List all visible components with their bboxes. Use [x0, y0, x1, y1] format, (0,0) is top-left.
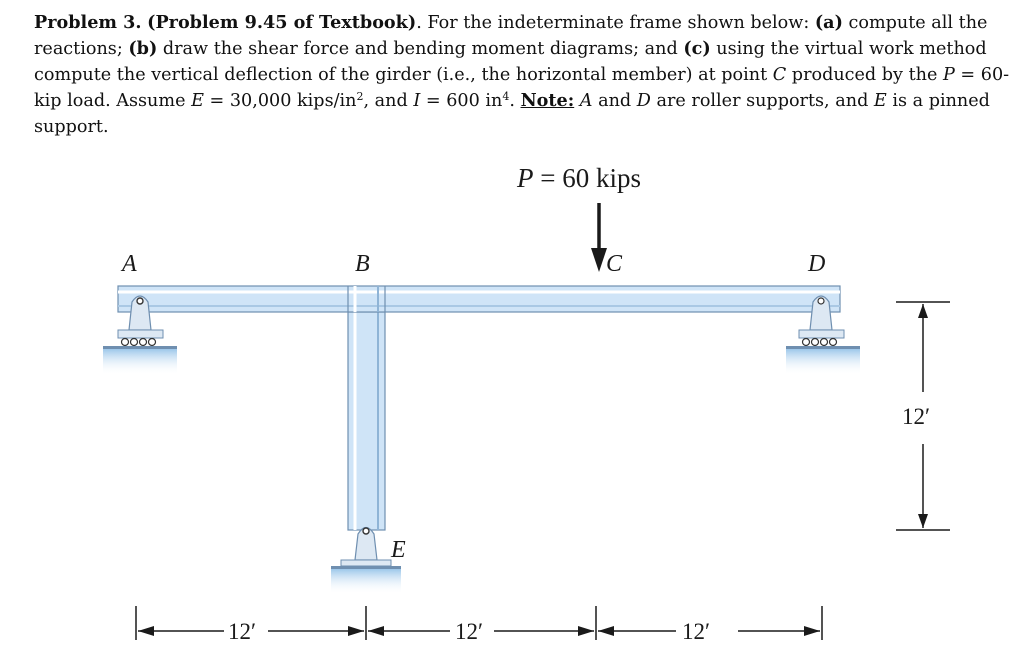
part-a-text: compute all the reactions;: [34, 13, 988, 60]
inertia-exponent: 4: [502, 90, 510, 104]
modulus-value: = 30,000 kips/in: [203, 91, 357, 112]
inertia-value: = 600 in: [420, 91, 503, 112]
part-c-text: using the virtual work method compute the vertical deflection of the girder (i.e., the horizontal member) at point: [34, 39, 987, 85]
period: .: [509, 91, 521, 112]
produced-text: produced by the: [786, 64, 943, 85]
girder-member: [118, 286, 840, 312]
part-b-text: draw the shear force and bending moment diagrams; and: [157, 39, 684, 60]
problem-label: Problem 3.: [34, 12, 142, 33]
inertia-symbol: I: [413, 91, 421, 112]
span-cd-label: 12′: [682, 619, 711, 644]
point-b-label: B: [355, 251, 370, 277]
part-b-label: (b): [128, 38, 158, 60]
span-bc-label: 12′: [455, 619, 484, 644]
note-point-d: D: [636, 91, 651, 112]
point-d-label: D: [808, 251, 826, 277]
point-e-label: E: [391, 537, 406, 563]
note-point-e: E: [873, 91, 887, 112]
height-dim-label: 12′: [902, 404, 931, 429]
span-ab-label: 12′: [228, 619, 257, 644]
load-arrow: [591, 203, 607, 272]
note-and: and: [592, 91, 637, 112]
load-value: = 60-kip load. Assume: [34, 64, 1010, 112]
point-c-ref: C: [772, 64, 787, 85]
and-text: , and: [363, 91, 414, 112]
part-a-label: (a): [814, 12, 843, 33]
note-point-a: A: [579, 91, 593, 112]
problem-source: (Problem 9.45 of Textbook): [147, 12, 417, 33]
load-label: P = 60 kips: [517, 163, 641, 193]
note-label: Note:: [520, 90, 575, 112]
modulus-exponent: 2: [356, 90, 364, 104]
problem-intro: . For the indeterminate frame shown below:: [416, 13, 815, 33]
load-symbol: P: [943, 64, 955, 85]
modulus-symbol: E: [191, 91, 204, 112]
column-member: [348, 312, 385, 530]
point-a-label: A: [122, 251, 137, 277]
part-c-label: (c): [683, 38, 711, 60]
note-text-2: is a pinned support.: [34, 91, 990, 137]
point-c-label: C: [606, 251, 623, 277]
note-text-1: are roller supports, and: [650, 91, 874, 112]
